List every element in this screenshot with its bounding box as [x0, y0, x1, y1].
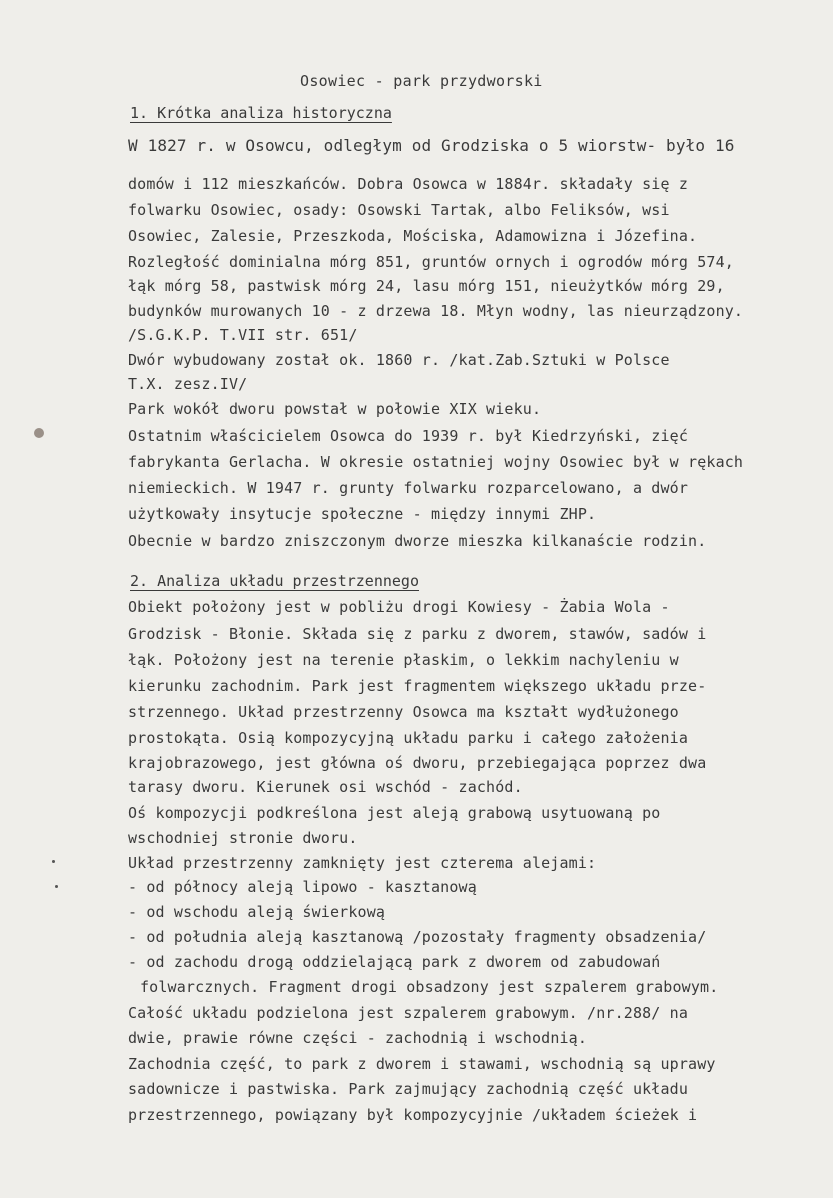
text-line: Oś kompozycji podkreślona jest aleją grabową usytuowaną po [128, 804, 661, 822]
section-2-heading: 2. Analiza układu przestrzennego [130, 572, 419, 590]
text-line: Całość układu podzielona jest szpalerem grabowym. /nr.288/ na [128, 1004, 689, 1022]
text-line: użytkowały insytucje społeczne - między innymi ZHP. [128, 505, 597, 523]
document-title: Osowiec - park przydworski [300, 72, 543, 90]
text-line: Dwór wybudowany został ok. 1860 r. /kat.Zab.Sztuki w Polsce [128, 351, 670, 369]
text-line: - od wschodu aleją świerkową [128, 903, 386, 921]
text-line: prostokąta. Osią kompozycyjną układu parku i całego założenia [128, 729, 689, 747]
text-line: krajobrazowego, jest główna oś dworu, przebiegająca poprzez dwa [128, 754, 707, 772]
text-line: wschodniej stronie dworu. [128, 829, 358, 847]
text-line: folwarku Osowiec, osady: Osowski Tartak, albo Feliksów, wsi [128, 201, 670, 219]
text-line: dwie, prawie równe części - zachodnią i wschodnią. [128, 1029, 588, 1047]
text-line: Park wokół dworu powstał w połowie XIX wieku. [128, 400, 542, 418]
text-line: fabrykanta Gerlacha. W okresie ostatniej wojny Osowiec był w rękach [128, 453, 744, 471]
text-line: niemieckich. W 1947 r. grunty folwarku rozparcelowano, a dwór [128, 479, 689, 497]
text-line: Zachodnia część, to park z dworem i stawami, wschodnią są uprawy [128, 1055, 716, 1073]
text-line: Osowiec, Zalesie, Przeszkoda, Mościska, Adamowizna i Józefina. [128, 227, 698, 245]
text-line: - od południa aleją kasztanową /pozostały fragmenty obsadzenia/ [128, 928, 707, 946]
text-line: Układ przestrzenny zamknięty jest czterema alejami: [128, 854, 597, 872]
text-line: Obiekt położony jest w pobliżu drogi Kowiesy - Żabia Wola - [128, 598, 670, 616]
text-line: sadownicze i pastwiska. Park zajmujący zachodnią część układu [128, 1080, 689, 1098]
text-line: W 1827 r. w Osowcu, odległym od Grodziska o 5 wiorstw- było 16 [128, 136, 735, 155]
text-line: domów i 112 mieszkańców. Dobra Osowca w 1884r. składały się z [128, 175, 689, 193]
text-line: łąk mórg 58, pastwisk mórg 24, lasu mórg 151, nieużytków mórg 29, [128, 277, 725, 295]
punch-hole [34, 428, 44, 438]
text-line: folwarcznych. Fragment drogi obsadzony jest szpalerem grabowym. [140, 978, 719, 996]
text-line: Grodzisk - Błonie. Składa się z parku z dworem, stawów, sadów i [128, 625, 707, 643]
text-line: przestrzennego, powiązany był kompozycyjnie /układem ścieżek i [128, 1106, 698, 1124]
text-line: T.X. zesz.IV/ [128, 375, 248, 393]
text-line: - od zachodu drogą oddzielającą park z dworem od zabudowań [128, 953, 661, 971]
text-line: tarasy dworu. Kierunek osi wschód - zachód. [128, 778, 523, 796]
text-line: Ostatnim właścicielem Osowca do 1939 r. był Kiedrzyński, zięć [128, 427, 689, 445]
section-1-heading: 1. Krótka analiza historyczna [130, 104, 392, 122]
text-line: Obecnie w bardzo zniszczonym dworze mieszka kilkanaście rodzin. [128, 532, 707, 550]
paper-speck [52, 860, 55, 863]
paper-speck [55, 885, 58, 888]
text-line: łąk. Położony jest na terenie płaskim, o lekkim nachyleniu w [128, 651, 679, 669]
text-line: kierunku zachodnim. Park jest fragmentem większego układu prze- [128, 677, 707, 695]
text-line: Rozległość dominialna mórg 851, gruntów ornych i ogrodów mórg 574, [128, 253, 734, 271]
text-line: budynków murowanych 10 - z drzewa 18. Młyn wodny, las nieurządzony. [128, 302, 744, 320]
text-line: - od północy aleją lipowo - kasztanową [128, 878, 477, 896]
text-line: /S.G.K.P. T.VII str. 651/ [128, 326, 358, 344]
text-line: strzennego. Układ przestrzenny Osowca ma kształt wydłużonego [128, 703, 679, 721]
